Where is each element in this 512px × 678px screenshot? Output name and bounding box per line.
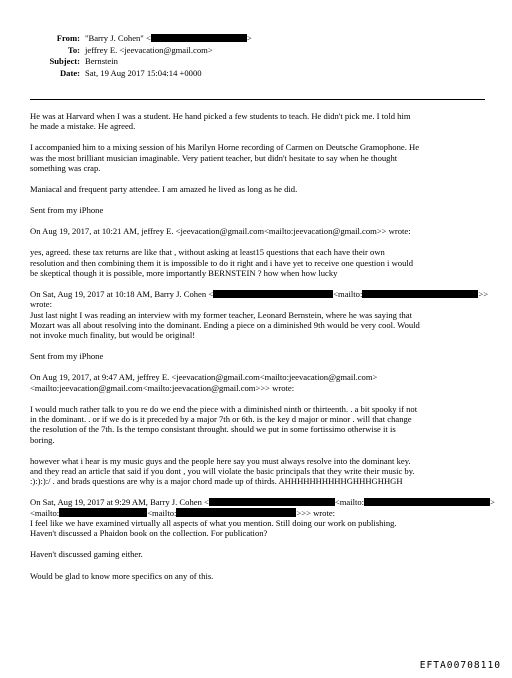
document-id: EFTA00708110 <box>419 660 501 671</box>
redaction-block <box>151 34 247 43</box>
signature-line: Sent from my iPhone <box>30 351 104 362</box>
redaction-block <box>213 290 333 299</box>
redaction-block <box>362 290 478 299</box>
to-label: To: <box>67 44 80 55</box>
from-row <box>0 33 512 45</box>
from-close: > <box>246 33 252 43</box>
quote-attribution: On Aug 19, 2017, at 10:21 AM, jeffrey E. <jeevacation@gmail.com<mailto:jeevacation@gmail.com>> wrote: <box>30 226 411 237</box>
paragraph: I accompanied him to a mixing session of his Marilyn Horne recording of Carmen on Deutsche Gramophone. He was the most brilliant musician imaginable. Very patient teacher, but didn't hesitate to say when he thought something was crap. <box>30 142 420 173</box>
subject-label: Subject: <box>49 56 80 67</box>
redaction-block <box>176 508 296 517</box>
quoted-message: On Sat, Aug 19, 2017 at 10:18 AM, Barry J. Cohen < <mailto: >> wrote: Just last night I was reading an interview with my former teacher, Leonard Bernstein, where he was saying that Mozart was all about resolving into the dominant. Ending a piece on a diminished 9th would be very cool. Would not invoke much finality, but would be original! <box>30 289 489 341</box>
redaction-block <box>364 498 490 507</box>
paragraph: I would much rather talk to you re do we end the piece with a diminished ninth or thirteenth. . a bit spooky if not in the dominant. . or if we do is it preceded by a major 7th or 6th. is the key d major or minor . will that change the resolution of the 7th. Is the tempo consistant throught. should we put in some fortissimo otherwise it is boring. <box>30 403 418 445</box>
from-value: "Barry J. Cohen" < <box>85 33 151 43</box>
email-body <box>30 111 495 592</box>
subject-value: Bernstein <box>85 56 118 67</box>
from-label: From: <box>56 33 80 43</box>
paragraph: Haven't discussed gaming either. <box>30 549 143 560</box>
to-value: jeffrey E. <jeevacation@gmail.com> <box>85 44 213 55</box>
email-header <box>0 33 512 79</box>
to-row <box>0 45 512 57</box>
quote-attribution: On Sat, Aug 19, 2017 at 10:18 AM, Barry J. Cohen < <mailto: >> <box>30 289 489 300</box>
quote-attribution: On Sat, Aug 19, 2017 at 9:29 AM, Barry J. Cohen < <mailto: > <box>30 497 495 508</box>
date-row <box>0 68 512 80</box>
redaction-block <box>209 498 335 507</box>
paragraph: He was at Harvard when I was a student. He hand picked a few students to teach. He didn't pick me. I told him he made a mistake. He agreed. <box>30 111 411 132</box>
date-label: Date: <box>59 67 80 78</box>
header-divider <box>30 99 485 100</box>
quoted-message: On Sat, Aug 19, 2017 at 9:29 AM, Barry J. Cohen < <mailto: > <mailto: <mailto: >>> wrote: I feel like we have examined virtually all aspects of what you mention. Still doing our work on publishing. Haven't discussed a Phaidon book on the collection. For publication? <box>30 497 495 539</box>
paragraph: Would be glad to know more specifics on any of this. <box>30 570 214 581</box>
redaction-block <box>59 508 147 517</box>
subject-row <box>0 56 512 68</box>
paragraph: Maniacal and frequent party attendee. I am amazed he lived as long as he did. <box>30 184 298 195</box>
quote-attribution: On Aug 19, 2017, at 9:47 AM, jeffrey E. <jeevacation@gmail.com<mailto:jeevacation@gmail.com> <mailto:jeevacation@gmail.com<mailto:jeevacation@gmail.com>>> wrote: <box>30 372 378 393</box>
signature-line: Sent from my iPhone <box>30 205 104 216</box>
date-value: Sat, 19 Aug 2017 15:04:14 +0000 <box>85 67 202 78</box>
paragraph: however what i hear is my music guys and the people here say you must always resolve into the dominant key. and they read an article that said if you dont , you will violate the basic principals that they write their music by. :):):):/ . and brads questions are why is a major chord made up of thirds. AHHHHHHHHHHGHHHGHHGH <box>30 455 415 487</box>
paragraph: yes, agreed. these tax returns are like that , without asking at least15 questions that each have their own resolution and then combining them it is impossible to do it right and i have yet to receive one question i would be skeptical though it is possible, more importantly BERNSTEIN ? how when how lucky <box>30 247 414 278</box>
